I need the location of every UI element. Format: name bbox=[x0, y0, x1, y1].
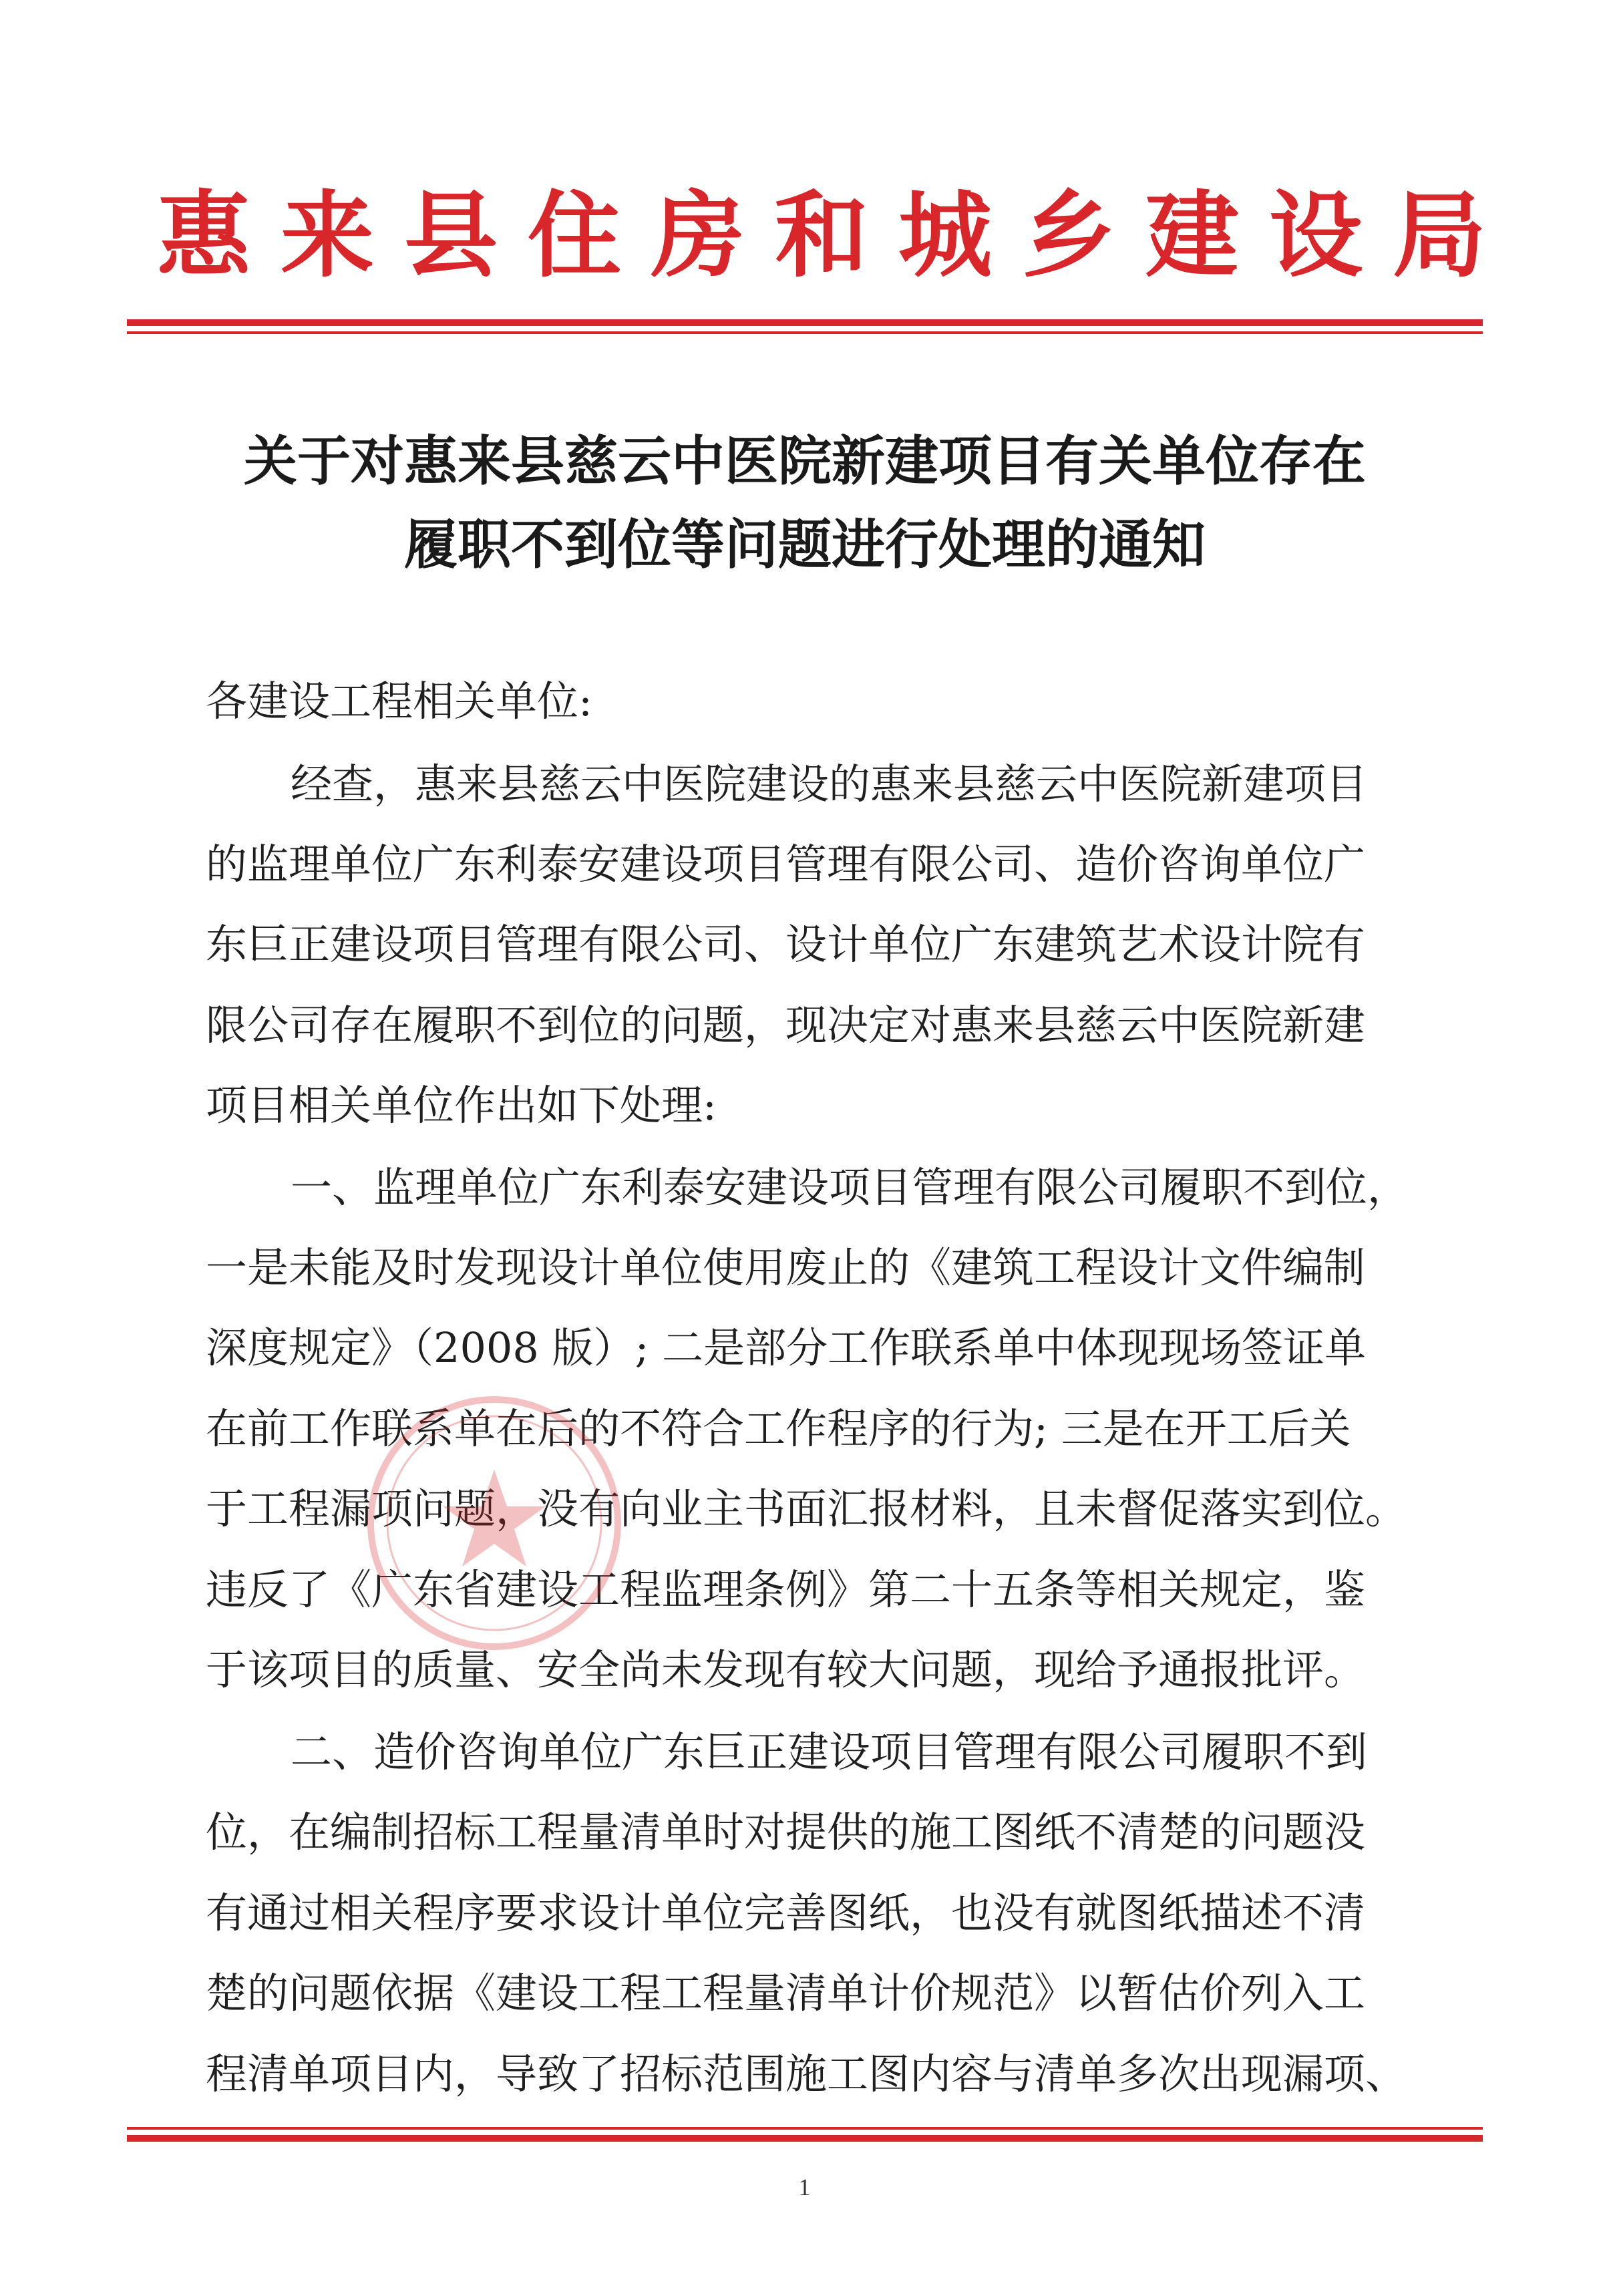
document-title-line-2: 履职不到位等问题进行处理的通知 bbox=[404, 514, 1206, 576]
letterhead-title: 惠来县住房和城乡建设局 bbox=[157, 181, 1517, 291]
body-line: 限公司存在履职不到位的问题，现决定对惠来县慈云中医院新建 bbox=[206, 1001, 1366, 1049]
body-line: 一、监理单位广东利泰安建设项目管理有限公司履职不到位， bbox=[291, 1163, 1409, 1212]
body-line: 违反了《广东省建设工程监理条例》第二十五条等相关规定，鉴 bbox=[206, 1565, 1366, 1614]
body-line: 程清单项目内，导致了招标范围施工图内容与清单多次出现漏项、 bbox=[206, 2049, 1407, 2098]
footer-rule-thick bbox=[127, 2135, 1483, 2142]
salutation: 各建设工程相关单位: bbox=[206, 677, 592, 725]
page-number: 1 bbox=[798, 2174, 811, 2200]
body-line: 项目相关单位作出如下处理: bbox=[206, 1081, 717, 1130]
header-rule-thick bbox=[127, 319, 1483, 326]
body-line: 东巨正建设项目管理有限公司、设计单位广东建筑艺术设计院有 bbox=[206, 920, 1366, 969]
body-line: 深度规定》（2008 版）; 二是部分工作联系单中体现现场签证单 bbox=[206, 1323, 1367, 1372]
body-line: 的监理单位广东利泰安建设项目管理有限公司、造价咨询单位广 bbox=[206, 840, 1366, 888]
header-rule-thin bbox=[127, 331, 1483, 334]
body-line: 于工程漏项问题，没有向业主书面汇报材料，且未督促落实到位。 bbox=[206, 1484, 1407, 1533]
official-seal-stamp bbox=[361, 1389, 628, 1657]
document-title-line-1: 关于对惠来县慈云中医院新建项目有关单位存在 bbox=[244, 430, 1366, 492]
body-line: 楚的问题依据《建设工程工程量清单计价规范》以暂估价列入工 bbox=[206, 1969, 1366, 2017]
body-line: 位，在编制招标工程量清单时对提供的施工图纸不清楚的问题没 bbox=[206, 1808, 1366, 1856]
body-line: 于该项目的质量、安全尚未发现有较大问题，现给予通报批评。 bbox=[206, 1645, 1366, 1694]
body-line: 一是未能及时发现设计单位使用废止的《建筑工程设计文件编制 bbox=[206, 1243, 1366, 1292]
body-line: 有通过相关程序要求设计单位完善图纸，也没有就图纸描述不清 bbox=[206, 1889, 1366, 1937]
body-line: 经查，惠来县慈云中医院建设的惠来县慈云中医院新建项目 bbox=[291, 760, 1368, 808]
footer-rule-thin bbox=[127, 2127, 1483, 2130]
body-line: 在前工作联系单在后的不符合工作程序的行为; 三是在开工后关 bbox=[206, 1404, 1351, 1453]
body-line: 二、造价咨询单位广东巨正建设项目管理有限公司履职不到 bbox=[291, 1728, 1368, 1776]
